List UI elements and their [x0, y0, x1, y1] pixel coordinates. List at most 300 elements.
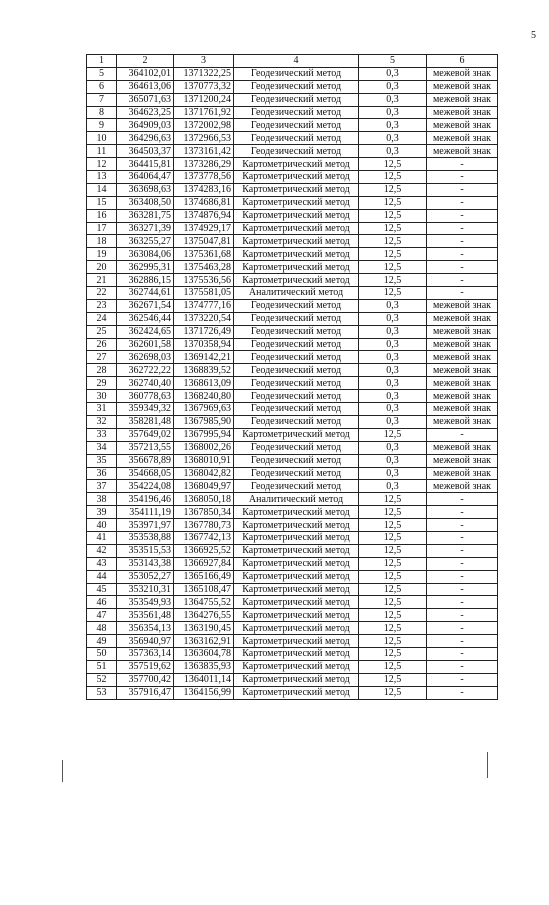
cell-point-number: 51 [87, 660, 117, 673]
cell-method: Картометрический метод [234, 557, 359, 570]
cell-point-number: 35 [87, 454, 117, 467]
cell-y-coordinate: 1368613,09 [174, 377, 234, 390]
cell-point-number: 47 [87, 609, 117, 622]
table-row [87, 93, 498, 106]
cell-point-number: 9 [87, 119, 117, 132]
cell-accuracy: 12,5 [359, 428, 427, 441]
cell-y-coordinate: 1368010,91 [174, 454, 234, 467]
cell-y-coordinate: 1373161,42 [174, 145, 234, 158]
cell-method: Картометрический метод [234, 196, 359, 209]
table-row [87, 403, 498, 416]
table-row [87, 235, 498, 248]
table-row [87, 622, 498, 635]
header-cell-4: 4 [234, 55, 359, 68]
cell-method: Геодезический метод [234, 132, 359, 145]
cell-method: Геодезический метод [234, 325, 359, 338]
cell-y-coordinate: 1368049,97 [174, 480, 234, 493]
cell-y-coordinate: 1365166,49 [174, 570, 234, 583]
cell-method: Геодезический метод [234, 454, 359, 467]
cell-x-coordinate: 365071,63 [117, 93, 174, 106]
table-row [87, 531, 498, 544]
cell-point-number: 30 [87, 390, 117, 403]
cell-point-number: 48 [87, 622, 117, 635]
cell-y-coordinate: 1364755,52 [174, 596, 234, 609]
cell-y-coordinate: 1374686,81 [174, 196, 234, 209]
table-row [87, 132, 498, 145]
cell-y-coordinate: 1365108,47 [174, 583, 234, 596]
table-row [87, 506, 498, 519]
table-row [87, 196, 498, 209]
cell-point-number: 25 [87, 325, 117, 338]
cell-marking: - [427, 235, 498, 248]
cell-method: Геодезический метод [234, 80, 359, 93]
cell-marking: - [427, 171, 498, 184]
table-row [87, 415, 498, 428]
cell-x-coordinate: 353143,38 [117, 557, 174, 570]
cell-accuracy: 12,5 [359, 235, 427, 248]
cell-y-coordinate: 1364011,14 [174, 673, 234, 686]
cell-y-coordinate: 1371200,24 [174, 93, 234, 106]
header-cell-5: 5 [359, 55, 427, 68]
cell-method: Геодезический метод [234, 93, 359, 106]
cell-marking: - [427, 248, 498, 261]
cell-point-number: 11 [87, 145, 117, 158]
cell-marking: межевой знак [427, 106, 498, 119]
table-row [87, 145, 498, 158]
cell-marking: межевой знак [427, 377, 498, 390]
cell-accuracy: 12,5 [359, 596, 427, 609]
cell-method: Аналитический метод [234, 287, 359, 300]
cell-marking: межевой знак [427, 325, 498, 338]
cell-method: Картометрический метод [234, 647, 359, 660]
cell-y-coordinate: 1363162,91 [174, 635, 234, 648]
coordinates-table [86, 54, 498, 700]
table-row [87, 635, 498, 648]
cell-x-coordinate: 362424,65 [117, 325, 174, 338]
cell-marking: межевой знак [427, 67, 498, 80]
table-row [87, 596, 498, 609]
cell-marking: - [427, 531, 498, 544]
cell-accuracy: 0,3 [359, 119, 427, 132]
cell-marking: - [427, 609, 498, 622]
cell-method: Геодезический метод [234, 145, 359, 158]
cell-accuracy: 12,5 [359, 209, 427, 222]
cell-marking: - [427, 557, 498, 570]
cell-marking: межевой знак [427, 80, 498, 93]
cell-method: Аналитический метод [234, 493, 359, 506]
cell-marking: - [427, 570, 498, 583]
cell-x-coordinate: 364064,47 [117, 171, 174, 184]
cell-x-coordinate: 353538,88 [117, 531, 174, 544]
cell-method: Картометрический метод [234, 583, 359, 596]
cell-point-number: 24 [87, 312, 117, 325]
cell-method: Геодезический метод [234, 467, 359, 480]
cell-accuracy: 12,5 [359, 183, 427, 196]
cell-point-number: 46 [87, 596, 117, 609]
cell-x-coordinate: 353549,93 [117, 596, 174, 609]
cell-accuracy: 0,3 [359, 390, 427, 403]
cell-method: Картометрический метод [234, 235, 359, 248]
cell-x-coordinate: 356940,97 [117, 635, 174, 648]
cell-point-number: 45 [87, 583, 117, 596]
cell-x-coordinate: 362698,03 [117, 351, 174, 364]
cell-marking: межевой знак [427, 93, 498, 106]
table-row [87, 570, 498, 583]
cell-marking: - [427, 209, 498, 222]
cell-accuracy: 12,5 [359, 673, 427, 686]
cell-marking: - [427, 158, 498, 171]
table-row [87, 183, 498, 196]
cell-method: Геодезический метод [234, 67, 359, 80]
cell-method: Картометрический метод [234, 660, 359, 673]
cell-x-coordinate: 357519,62 [117, 660, 174, 673]
cell-point-number: 5 [87, 67, 117, 80]
table-row [87, 67, 498, 80]
cell-point-number: 14 [87, 183, 117, 196]
cell-accuracy: 0,3 [359, 364, 427, 377]
table-row [87, 493, 498, 506]
cell-method: Геодезический метод [234, 338, 359, 351]
cell-point-number: 10 [87, 132, 117, 145]
cell-marking: межевой знак [427, 403, 498, 416]
cell-x-coordinate: 364909,03 [117, 119, 174, 132]
cell-y-coordinate: 1367742,13 [174, 531, 234, 544]
cell-accuracy: 0,3 [359, 312, 427, 325]
cell-marking: межевой знак [427, 467, 498, 480]
header-cell-6: 6 [427, 55, 498, 68]
cell-y-coordinate: 1375047,81 [174, 235, 234, 248]
cell-marking: - [427, 660, 498, 673]
cell-marking: - [427, 596, 498, 609]
cell-accuracy: 12,5 [359, 609, 427, 622]
cell-marking: межевой знак [427, 312, 498, 325]
cell-method: Геодезический метод [234, 106, 359, 119]
cell-x-coordinate: 364415,81 [117, 158, 174, 171]
cell-y-coordinate: 1371761,92 [174, 106, 234, 119]
cell-point-number: 12 [87, 158, 117, 171]
table-row [87, 80, 498, 93]
cell-marking: - [427, 647, 498, 660]
cell-marking: межевой знак [427, 338, 498, 351]
cell-method: Картометрический метод [234, 673, 359, 686]
cell-method: Геодезический метод [234, 415, 359, 428]
cell-point-number: 50 [87, 647, 117, 660]
cell-y-coordinate: 1374283,16 [174, 183, 234, 196]
cell-method: Картометрический метод [234, 544, 359, 557]
table-row [87, 377, 498, 390]
table-row [87, 454, 498, 467]
cell-method: Картометрический метод [234, 686, 359, 699]
cell-x-coordinate: 356354,13 [117, 622, 174, 635]
table-row [87, 519, 498, 532]
cell-point-number: 8 [87, 106, 117, 119]
cell-point-number: 17 [87, 222, 117, 235]
header-cell-2: 2 [117, 55, 174, 68]
cell-x-coordinate: 354668,05 [117, 467, 174, 480]
cell-x-coordinate: 362601,58 [117, 338, 174, 351]
cell-x-coordinate: 362886,15 [117, 274, 174, 287]
cell-marking: межевой знак [427, 351, 498, 364]
cell-point-number: 6 [87, 80, 117, 93]
header-cell-1: 1 [87, 55, 117, 68]
cell-method: Картометрический метод [234, 248, 359, 261]
cell-point-number: 26 [87, 338, 117, 351]
cell-method: Геодезический метод [234, 299, 359, 312]
cell-point-number: 7 [87, 93, 117, 106]
table-row [87, 673, 498, 686]
cell-y-coordinate: 1374876,94 [174, 209, 234, 222]
cell-accuracy: 0,3 [359, 325, 427, 338]
cell-x-coordinate: 362740,40 [117, 377, 174, 390]
cell-method: Картометрический метод [234, 596, 359, 609]
cell-point-number: 29 [87, 377, 117, 390]
cell-y-coordinate: 1375536,56 [174, 274, 234, 287]
cell-point-number: 53 [87, 686, 117, 699]
cell-method: Картометрический метод [234, 506, 359, 519]
cell-point-number: 22 [87, 287, 117, 300]
cell-accuracy: 12,5 [359, 531, 427, 544]
cell-accuracy: 12,5 [359, 647, 427, 660]
cell-accuracy: 0,3 [359, 415, 427, 428]
cell-accuracy: 12,5 [359, 196, 427, 209]
cell-x-coordinate: 363281,75 [117, 209, 174, 222]
cell-point-number: 41 [87, 531, 117, 544]
cell-point-number: 19 [87, 248, 117, 261]
cell-y-coordinate: 1373220,54 [174, 312, 234, 325]
cell-method: Геодезический метод [234, 377, 359, 390]
cell-marking: - [427, 686, 498, 699]
cell-point-number: 13 [87, 171, 117, 184]
cell-x-coordinate: 353052,27 [117, 570, 174, 583]
cell-accuracy: 12,5 [359, 660, 427, 673]
cell-marking: - [427, 196, 498, 209]
cell-method: Геодезический метод [234, 364, 359, 377]
table-row [87, 209, 498, 222]
cell-x-coordinate: 357916,47 [117, 686, 174, 699]
table-row [87, 364, 498, 377]
cell-marking: - [427, 287, 498, 300]
cell-accuracy: 12,5 [359, 274, 427, 287]
cell-y-coordinate: 1370773,32 [174, 80, 234, 93]
table-row [87, 106, 498, 119]
cell-x-coordinate: 356678,89 [117, 454, 174, 467]
table-row [87, 480, 498, 493]
cell-x-coordinate: 362722,22 [117, 364, 174, 377]
table-row [87, 557, 498, 570]
cell-marking: межевой знак [427, 390, 498, 403]
cell-marking: межевой знак [427, 299, 498, 312]
cell-accuracy: 12,5 [359, 570, 427, 583]
cell-accuracy: 12,5 [359, 519, 427, 532]
cell-method: Картометрический метод [234, 635, 359, 648]
cell-y-coordinate: 1368002,26 [174, 441, 234, 454]
cell-x-coordinate: 363084,06 [117, 248, 174, 261]
cell-accuracy: 12,5 [359, 686, 427, 699]
cell-accuracy: 0,3 [359, 351, 427, 364]
cell-point-number: 31 [87, 403, 117, 416]
cell-method: Картометрический метод [234, 209, 359, 222]
table-row [87, 158, 498, 171]
table-body [87, 55, 498, 700]
cell-accuracy: 0,3 [359, 377, 427, 390]
cell-accuracy: 12,5 [359, 248, 427, 261]
scan-mark-right [487, 752, 488, 778]
table-row [87, 686, 498, 699]
cell-point-number: 44 [87, 570, 117, 583]
cell-method: Картометрический метод [234, 531, 359, 544]
cell-point-number: 36 [87, 467, 117, 480]
cell-marking: - [427, 673, 498, 686]
cell-y-coordinate: 1368050,18 [174, 493, 234, 506]
cell-method: Картометрический метод [234, 622, 359, 635]
cell-marking: - [427, 519, 498, 532]
table-row [87, 544, 498, 557]
page-number: 5 [531, 30, 536, 41]
cell-x-coordinate: 364613,06 [117, 80, 174, 93]
cell-accuracy: 0,3 [359, 93, 427, 106]
cell-accuracy: 0,3 [359, 467, 427, 480]
cell-point-number: 49 [87, 635, 117, 648]
cell-y-coordinate: 1363190,45 [174, 622, 234, 635]
table-row [87, 222, 498, 235]
cell-y-coordinate: 1368240,80 [174, 390, 234, 403]
cell-x-coordinate: 357700,42 [117, 673, 174, 686]
cell-method: Геодезический метод [234, 390, 359, 403]
cell-accuracy: 0,3 [359, 299, 427, 312]
cell-x-coordinate: 357213,55 [117, 441, 174, 454]
cell-accuracy: 0,3 [359, 338, 427, 351]
cell-x-coordinate: 363255,27 [117, 235, 174, 248]
cell-accuracy: 0,3 [359, 441, 427, 454]
cell-point-number: 43 [87, 557, 117, 570]
table-row [87, 171, 498, 184]
cell-marking: - [427, 506, 498, 519]
cell-marking: - [427, 222, 498, 235]
cell-x-coordinate: 358281,48 [117, 415, 174, 428]
table-row [87, 351, 498, 364]
cell-accuracy: 0,3 [359, 403, 427, 416]
cell-accuracy: 12,5 [359, 622, 427, 635]
cell-accuracy: 12,5 [359, 506, 427, 519]
cell-method: Картометрический метод [234, 428, 359, 441]
cell-marking: - [427, 544, 498, 557]
cell-x-coordinate: 354224,08 [117, 480, 174, 493]
cell-y-coordinate: 1367969,63 [174, 403, 234, 416]
cell-marking: межевой знак [427, 454, 498, 467]
cell-y-coordinate: 1375581,05 [174, 287, 234, 300]
cell-y-coordinate: 1364156,99 [174, 686, 234, 699]
cell-accuracy: 0,3 [359, 106, 427, 119]
cell-marking: межевой знак [427, 119, 498, 132]
cell-x-coordinate: 354111,19 [117, 506, 174, 519]
cell-y-coordinate: 1367985,90 [174, 415, 234, 428]
cell-method: Геодезический метод [234, 351, 359, 364]
table-row [87, 467, 498, 480]
table-row [87, 312, 498, 325]
scan-mark-left [62, 760, 63, 782]
cell-marking: - [427, 583, 498, 596]
cell-y-coordinate: 1371322,25 [174, 67, 234, 80]
cell-x-coordinate: 364503,37 [117, 145, 174, 158]
cell-point-number: 23 [87, 299, 117, 312]
cell-point-number: 20 [87, 261, 117, 274]
cell-accuracy: 0,3 [359, 454, 427, 467]
cell-y-coordinate: 1363835,93 [174, 660, 234, 673]
table-row [87, 274, 498, 287]
table-row [87, 325, 498, 338]
cell-marking: - [427, 635, 498, 648]
cell-method: Картометрический метод [234, 261, 359, 274]
cell-point-number: 21 [87, 274, 117, 287]
cell-method: Геодезический метод [234, 441, 359, 454]
cell-x-coordinate: 353210,31 [117, 583, 174, 596]
table-row [87, 248, 498, 261]
cell-y-coordinate: 1370358,94 [174, 338, 234, 351]
cell-x-coordinate: 363271,39 [117, 222, 174, 235]
cell-point-number: 39 [87, 506, 117, 519]
cell-marking: межевой знак [427, 441, 498, 454]
cell-y-coordinate: 1364276,55 [174, 609, 234, 622]
table-row [87, 119, 498, 132]
table-header-row [87, 55, 498, 68]
cell-y-coordinate: 1368839,52 [174, 364, 234, 377]
cell-method: Картометрический метод [234, 609, 359, 622]
cell-method: Картометрический метод [234, 570, 359, 583]
cell-x-coordinate: 353561,48 [117, 609, 174, 622]
table-row [87, 647, 498, 660]
table-row [87, 261, 498, 274]
cell-accuracy: 12,5 [359, 171, 427, 184]
cell-x-coordinate: 360778,63 [117, 390, 174, 403]
cell-marking: - [427, 428, 498, 441]
header-cell-3: 3 [174, 55, 234, 68]
cell-method: Картометрический метод [234, 183, 359, 196]
cell-method: Геодезический метод [234, 312, 359, 325]
cell-x-coordinate: 353515,53 [117, 544, 174, 557]
cell-accuracy: 0,3 [359, 132, 427, 145]
cell-x-coordinate: 357649,02 [117, 428, 174, 441]
table-row [87, 299, 498, 312]
cell-marking: - [427, 274, 498, 287]
cell-accuracy: 12,5 [359, 222, 427, 235]
cell-method: Картометрический метод [234, 274, 359, 287]
cell-point-number: 34 [87, 441, 117, 454]
cell-x-coordinate: 353971,97 [117, 519, 174, 532]
cell-method: Картометрический метод [234, 158, 359, 171]
cell-y-coordinate: 1367850,34 [174, 506, 234, 519]
cell-y-coordinate: 1367780,73 [174, 519, 234, 532]
cell-method: Геодезический метод [234, 403, 359, 416]
cell-x-coordinate: 363408,50 [117, 196, 174, 209]
cell-point-number: 42 [87, 544, 117, 557]
cell-x-coordinate: 364102,01 [117, 67, 174, 80]
table-row [87, 583, 498, 596]
cell-point-number: 15 [87, 196, 117, 209]
cell-point-number: 37 [87, 480, 117, 493]
cell-marking: - [427, 493, 498, 506]
cell-y-coordinate: 1371726,49 [174, 325, 234, 338]
cell-marking: - [427, 622, 498, 635]
cell-point-number: 18 [87, 235, 117, 248]
cell-marking: межевой знак [427, 415, 498, 428]
table-row [87, 660, 498, 673]
cell-accuracy: 0,3 [359, 480, 427, 493]
cell-accuracy: 0,3 [359, 145, 427, 158]
table-row [87, 441, 498, 454]
cell-accuracy: 12,5 [359, 287, 427, 300]
table-row [87, 338, 498, 351]
cell-point-number: 40 [87, 519, 117, 532]
